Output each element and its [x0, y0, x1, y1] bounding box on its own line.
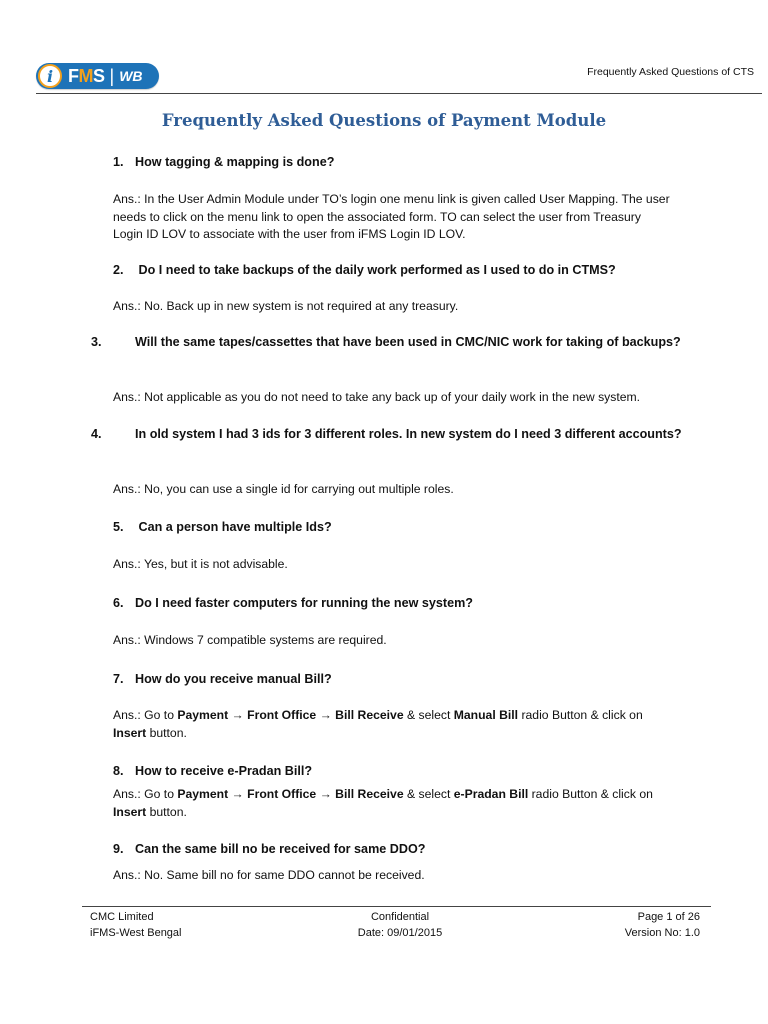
header-doc-title: Frequently Asked Questions of CTS	[587, 66, 754, 78]
ifms-wb-logo	[36, 62, 159, 90]
answer-4: Ans.: No, you can use a single id for carrying out multiple roles.	[113, 482, 454, 496]
question-4: 4. In old system I had 3 ids for 3 different roles. In new system do I need 3 different accounts?	[91, 427, 682, 441]
header-divider	[36, 93, 762, 94]
logo-pill	[36, 63, 159, 89]
info-icon: i	[38, 64, 62, 88]
answer-6: Ans.: Windows 7 compatible systems are required.	[113, 633, 387, 647]
answer-2: Ans.: No. Back up in new system is not required at any treasury.	[113, 299, 459, 313]
answer-9: Ans.: No. Same bill no for same DDO cannot be received.	[113, 868, 425, 882]
question-2: 2. Do I need to take backups of the daily work performed as I used to do in CTMS?	[113, 263, 616, 277]
question-1: 1. How tagging & mapping is done?	[113, 155, 335, 169]
answer-8: Ans.: Go to Payment → Front Office → Bill Receive & select e-Pradan Bill radio Button & click on Insert button.	[113, 787, 653, 819]
footer-left: CMC Limited iFMS-West Bengal	[90, 911, 182, 939]
question-6: 6. Do I need faster computers for running the new system?	[113, 596, 473, 610]
logo-brand: FMS	[68, 65, 105, 86]
footer-divider	[82, 906, 711, 907]
footer-center: Confidential Date: 09/01/2015	[357, 911, 443, 939]
logo-separator: |	[109, 65, 115, 86]
question-3: 3. Will the same tapes/cassettes that have been used in CMC/NIC work for taking of backups?	[91, 335, 681, 349]
answer-1: Ans.: In the User Admin Module under TO’s login one menu link is given called User Mapping. The user needs to click on the menu link to open the associated form. TO can select the user from Treasury Login ID LOV to associate with the user from iFMS Login ID LOV.	[113, 192, 670, 241]
answer-7: Ans.: Go to Payment → Front Office → Bill Receive & select Manual Bill radio Button & click on Insert button.	[113, 708, 643, 740]
page-title: Frequently Asked Questions of Payment Module	[161, 111, 607, 130]
footer-right: Page 1 of 26 Version No: 1.0	[624, 911, 700, 939]
answer-5: Ans.: Yes, but it is not advisable.	[113, 557, 288, 571]
question-9: 9. Can the same bill no be received for same DDO?	[113, 842, 426, 856]
answer-3: Ans.: Not applicable as you do not need to take any back up of your daily work in the new system.	[113, 390, 641, 404]
question-8: 8. How to receive e-Pradan Bill?	[113, 764, 313, 778]
question-5: 5. Can a person have multiple Ids?	[113, 520, 332, 534]
logo-wb: WB	[119, 68, 143, 84]
question-7: 7. How do you receive manual Bill?	[113, 672, 332, 686]
